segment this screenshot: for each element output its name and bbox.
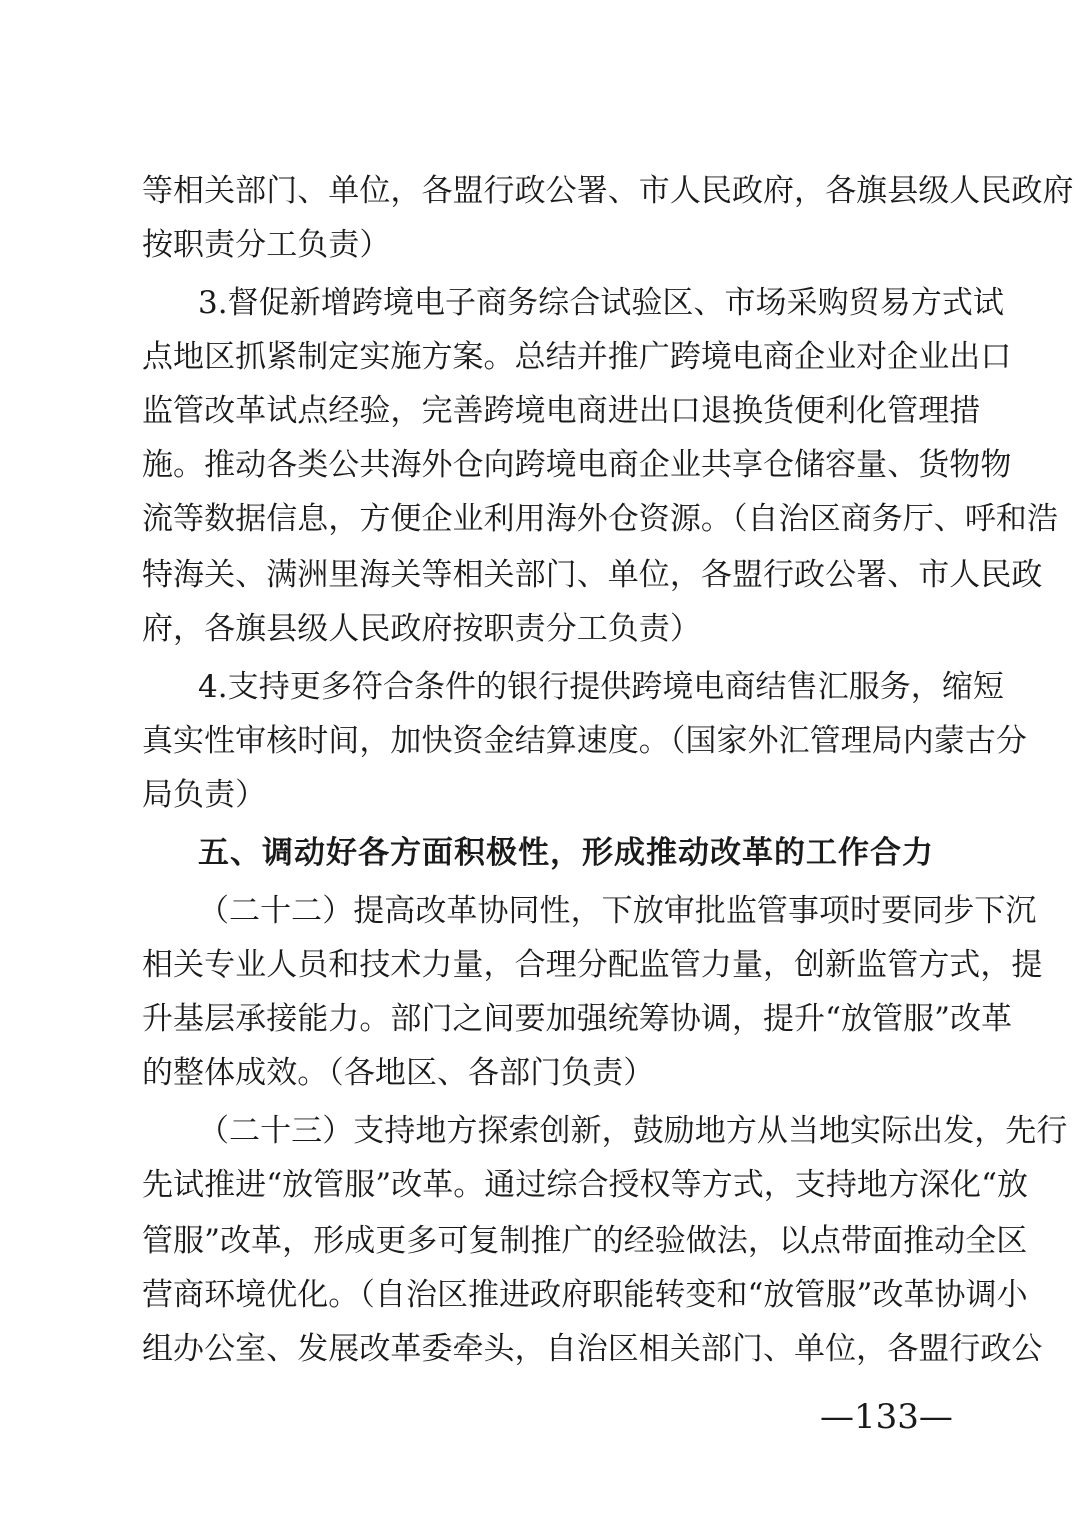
text-line: 府，各旗县级人民政府按职责分工负责）	[142, 611, 701, 647]
item-3-line: 3.督促新增跨境电子商务综合试验区、市场采购贸易方式试	[198, 285, 1004, 321]
item-22-line: （二十二）提高改革协同性，下放审批监管事项时要同步下沉	[198, 893, 1037, 929]
text-line: 相关专业人员和技术力量，合理分配监管力量，创新监管方式，提	[142, 947, 1043, 983]
text-line: 施。推动各类公共海外仓向跨境电商企业共享仓储容量、货物物	[142, 447, 1012, 483]
page-number: —133—	[820, 1397, 953, 1437]
text-line: 等相关部门、单位，各盟行政公署、市人民政府，各旗县级人民政府	[142, 173, 1074, 209]
item-4-line: 4.支持更多符合条件的银行提供跨境电商结售汇服务，缩短	[198, 669, 1004, 705]
text-line: 特海关、满洲里海关等相关部门、单位，各盟行政公署、市人民政	[142, 557, 1043, 593]
text-line: 管服”改革，形成更多可复制推广的经验做法，以点带面推动全区	[142, 1223, 1028, 1259]
text-line: 先试推进“放管服”改革。通过综合授权等方式，支持地方深化“放	[142, 1167, 1029, 1203]
section-heading: 五、调动好各方面积极性，形成推动改革的工作合力	[198, 835, 934, 871]
text-line: 点地区抓紧制定实施方案。总结并推广跨境电商企业对企业出口	[142, 339, 1012, 375]
text-line: 的整体成效。（各地区、各部门负责）	[142, 1055, 655, 1091]
text-line: 监管改革试点经验，完善跨境电商进出口退换货便利化管理措	[142, 393, 981, 429]
text-line: 流等数据信息，方便企业利用海外仓资源。（自治区商务厅、呼和浩	[142, 501, 1058, 537]
text-line: 真实性审核时间，加快资金结算速度。（国家外汇管理局内蒙古分	[142, 723, 1027, 759]
text-line: 按职责分工负责）	[142, 227, 391, 263]
text-line: 营商环境优化。（自治区推进政府职能转变和“放管服”改革协调小	[142, 1277, 1028, 1313]
item-23-line: （二十三）支持地方探索创新，鼓励地方从当地实际出发，先行	[198, 1113, 1068, 1149]
text-line: 局负责）	[142, 777, 267, 813]
text-line: 升基层承接能力。部门之间要加强统筹协调，提升“放管服”改革	[142, 1001, 1013, 1037]
text-line: 组办公室、发展改革委牵头，自治区相关部门、单位，各盟行政公	[142, 1331, 1043, 1367]
